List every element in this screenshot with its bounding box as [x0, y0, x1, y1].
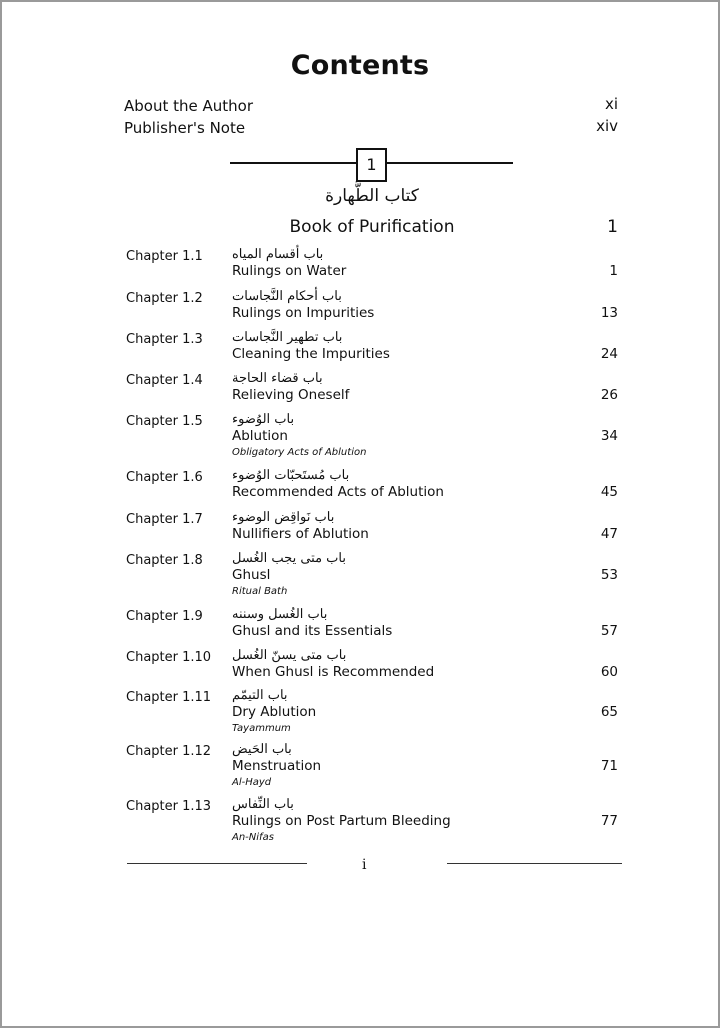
chapter-arabic: باب الحَيض: [232, 742, 292, 757]
chapter-arabic: باب متى يسنّ الغُسل: [232, 648, 347, 663]
chapter-page-number: 45: [600, 484, 618, 500]
chapter-page-number: 34: [600, 428, 618, 444]
chapter-subtitle: Obligatory Acts of Ablution: [232, 447, 367, 458]
chapter-title: Nullifiers of Ablution: [232, 526, 369, 542]
chapter-page-number: 57: [600, 623, 618, 639]
chapter-title: Relieving Oneself: [232, 387, 350, 403]
chapter-arabic: باب الوُضوء: [232, 412, 295, 427]
chapter-title: Menstruation: [232, 758, 322, 774]
chapter-page-number: 60: [600, 664, 618, 680]
footer-rule-left: [127, 863, 307, 864]
chapter-title: When Ghusl is Recommended: [232, 664, 435, 680]
chapter-page-number: 13: [600, 305, 618, 321]
chapter-title: Rulings on Impurities: [232, 305, 375, 321]
chapter-label: Chapter 1.2: [126, 291, 203, 306]
front-matter-about-author: About the Author: [124, 97, 254, 115]
chapter-arabic: باب أقسام المياه: [232, 247, 324, 262]
chapter-label: Chapter 1.3: [126, 332, 203, 347]
book-title: Book of Purification: [289, 217, 455, 237]
chapter-arabic: باب متى يجب الغُسل: [232, 551, 346, 566]
chapter-subtitle: An-Nifas: [232, 832, 274, 843]
chapter-label: Chapter 1.8: [126, 553, 203, 568]
chapter-label: Chapter 1.1: [126, 249, 203, 264]
chapter-arabic: باب التيمّم: [232, 688, 288, 703]
front-matter-publishers-note-page: xiv: [596, 117, 618, 135]
chapter-arabic: باب قضاء الحاجة: [232, 371, 323, 386]
chapter-label: Chapter 1.4: [126, 373, 203, 388]
chapter-title: Rulings on Post Partum Bleeding: [232, 813, 451, 829]
chapter-title: Rulings on Water: [232, 263, 347, 279]
chapter-arabic: باب مُستَحبّات الوُضوء: [232, 468, 350, 483]
chapter-title: Ablution: [232, 428, 288, 444]
chapter-subtitle: Ritual Bath: [232, 586, 288, 597]
chapter-page-number: 24: [600, 346, 618, 362]
chapter-label: Chapter 1.13: [126, 799, 212, 814]
chapter-title: Ghusl: [232, 567, 271, 583]
footer-rule-right: [447, 863, 622, 864]
chapter-title: Ghusl and its Essentials: [232, 623, 393, 639]
chapter-label: Chapter 1.12: [126, 744, 212, 759]
book-arabic-title: كتاب الطَّهارة: [325, 186, 419, 206]
chapter-subtitle: Tayammum: [232, 723, 291, 734]
chapter-arabic: باب الغُسل وسننه: [232, 607, 328, 622]
chapter-page-number: 77: [600, 813, 618, 829]
chapter-subtitle: Al-Hayd: [232, 777, 272, 788]
page-folio: i: [362, 857, 367, 873]
chapter-label: Chapter 1.10: [126, 650, 212, 665]
book-number-box: 1: [356, 148, 387, 182]
chapter-page-number: 1: [609, 263, 618, 279]
chapter-arabic: باب تطهير النَّجاسات: [232, 330, 343, 345]
chapter-label: Chapter 1.11: [126, 690, 212, 705]
chapter-page-number: 26: [600, 387, 618, 403]
chapter-title: Cleaning the Impurities: [232, 346, 390, 362]
chapter-page-number: 71: [600, 758, 618, 774]
chapter-page-number: 65: [600, 704, 618, 720]
chapter-label: Chapter 1.6: [126, 470, 203, 485]
chapter-title: Recommended Acts of Ablution: [232, 484, 444, 500]
page-title: Contents: [290, 50, 430, 81]
front-matter-publishers-note: Publisher's Note: [124, 119, 246, 137]
book-page-number: 1: [607, 217, 618, 237]
chapter-label: Chapter 1.5: [126, 414, 203, 429]
chapter-label: Chapter 1.9: [126, 609, 203, 624]
chapter-arabic: باب النِّفاس: [232, 797, 294, 812]
chapter-label: Chapter 1.7: [126, 512, 203, 527]
chapter-page-number: 53: [600, 567, 618, 583]
chapter-arabic: باب نَواقِض الوضوء: [232, 510, 335, 525]
front-matter-about-author-page: xi: [604, 95, 618, 113]
chapter-title: Dry Ablution: [232, 704, 317, 720]
chapter-arabic: باب أحكام النَّجاسات: [232, 289, 342, 304]
chapter-page-number: 47: [600, 526, 618, 542]
